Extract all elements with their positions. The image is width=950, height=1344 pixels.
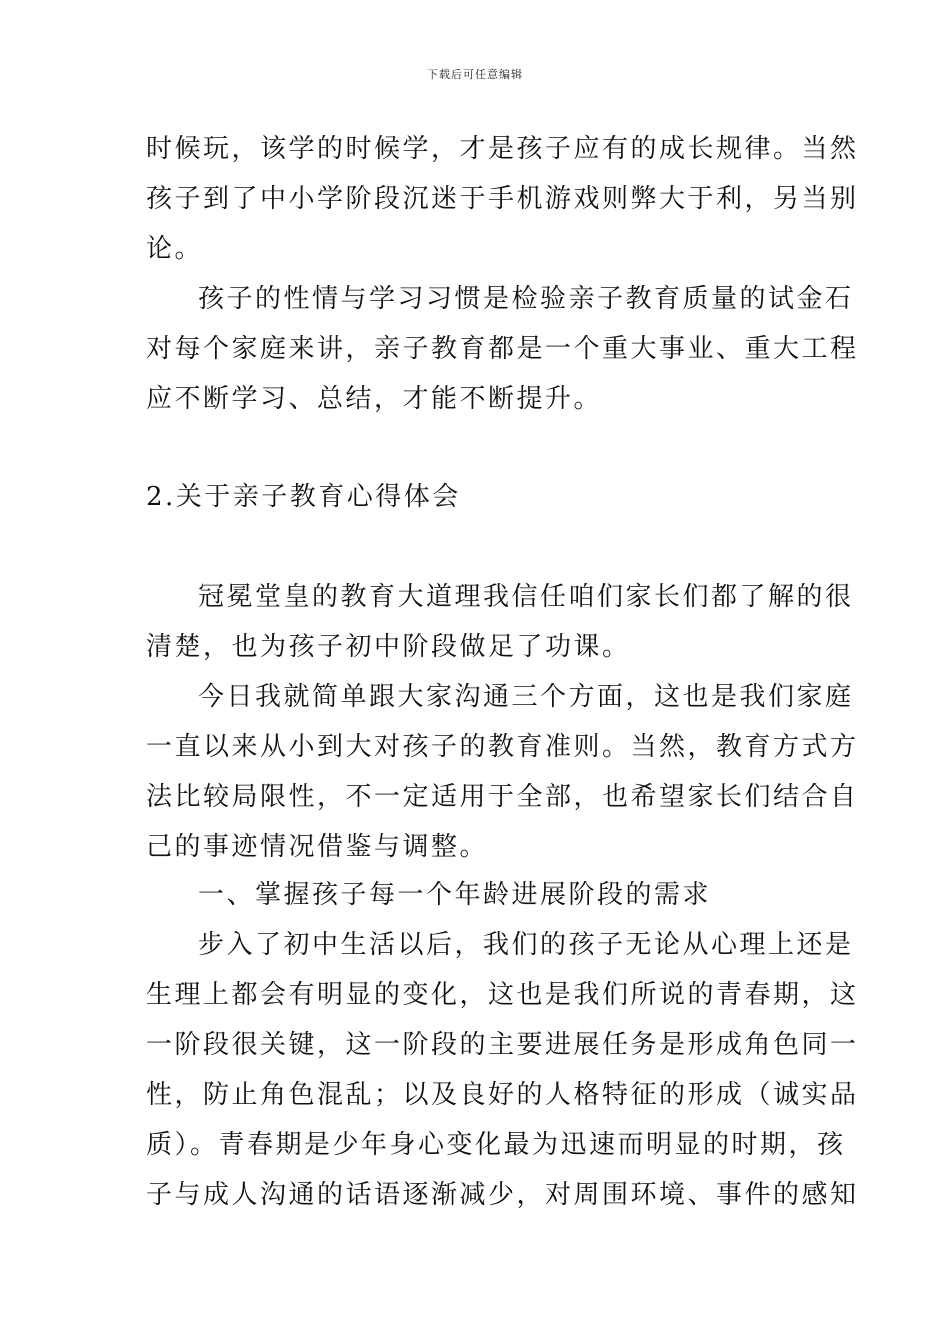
subsection-heading: 一、掌握孩子每一个年龄进展阶段的需求 xyxy=(198,880,712,910)
text-line: 生理上都会有明显的变化，这也是我们所说的青春期，这 xyxy=(146,980,859,1010)
text-line: 步入了初中生活以后，我们的孩子无论从心理上还是 xyxy=(198,930,854,960)
text-line: 时候玩，该学的时候学，才是孩子应有的成长规律。当然 xyxy=(146,134,859,164)
text-line: 性，防止角色混乱；以及良好的人格特征的形成（诚实品 xyxy=(146,1080,859,1110)
text-line: 孩子的性情与学习习惯是检验亲子教育质量的试金石 xyxy=(198,284,854,314)
text-line: 今日我就简单跟大家沟通三个方面，这也是我们家庭 xyxy=(198,682,854,712)
text-line: 一直以来从小到大对孩子的教育准则。当然，教育方式方 xyxy=(146,732,859,762)
text-line: 法比较局限性，不一定适用于全部，也希望家长们结合自 xyxy=(146,782,859,812)
page-header: 下载后可任意编辑 xyxy=(427,68,523,81)
text-line: 子与成人沟通的话语逐渐减少，对周围环境、事件的感知 xyxy=(146,1180,859,1210)
text-line: 论。 xyxy=(146,234,204,264)
text-line: 己的事迹情况借鉴与调整。 xyxy=(146,832,489,862)
section-heading: 2.关于亲子教育心得体会 xyxy=(146,482,461,512)
text-line: 对每个家庭来讲，亲子教育都是一个重大事业、重大工程 xyxy=(146,334,859,364)
text-line: 冠冕堂皇的教育大道理我信任咱们家长们都了解的很 xyxy=(198,582,854,612)
text-line: 孩子到了中小学阶段沉迷于手机游戏则弊大于利，另当别 xyxy=(146,184,859,214)
text-line: 应不断学习、总结，才能不断提升。 xyxy=(146,384,603,414)
text-line: 质）。青春期是少年身心变化最为迅速而明显的时期，孩 xyxy=(146,1130,846,1160)
text-line: 一阶段很关键，这一阶段的主要进展任务是形成角色同一 xyxy=(146,1030,859,1060)
text-line: 清楚，也为孩子初中阶段做足了功课。 xyxy=(146,632,631,662)
